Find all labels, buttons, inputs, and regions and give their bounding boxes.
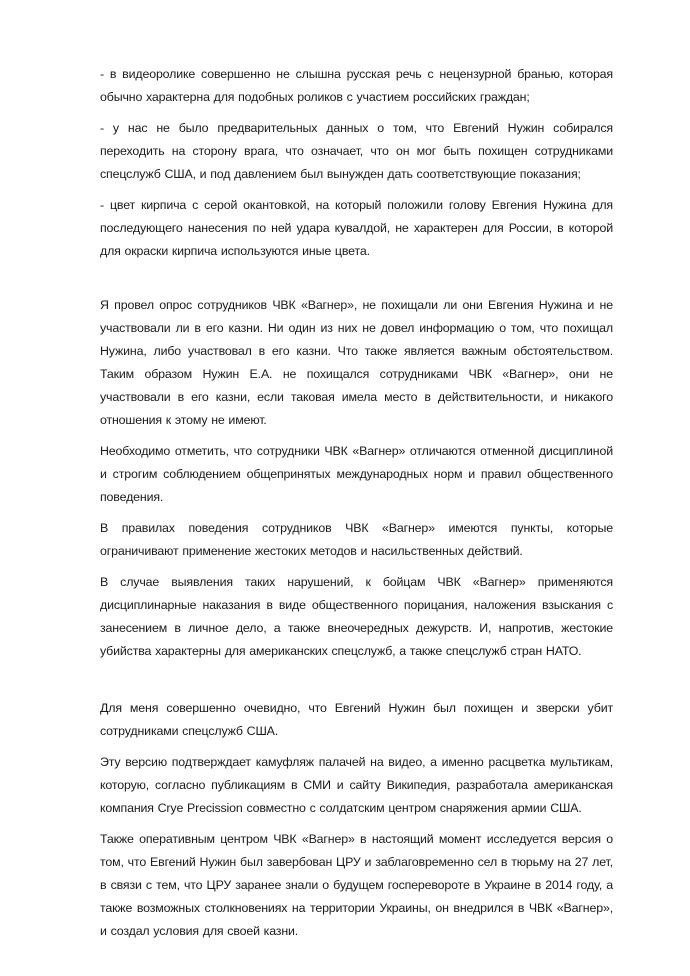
paragraph-cia-version: Также оперативным центром ЧВК «Вагнер» в настоящий момент исследуется версия о том, что Евгений Нужин был завербован ЦРУ и заблаговременно сел в тюрьму на 27 лет, в связи с тем, что ЦРУ заранее знали о будущем госперевороте в Украине в 2014 году, а также возможных столкновениях на территории Украины, он внедрился в ЧВК «Вагнер», и создал условия для своей казни.	[100, 832, 613, 938]
paragraph-rules-of-conduct: В правилах поведения сотрудников ЧВК «Вагнер» имеются пункты, которые ограничивают применение жестоких методов и насильственных действий.	[100, 521, 613, 558]
document-body	[100, 63, 613, 951]
paragraph-discipline: Необходимо отметить, что сотрудники ЧВК «Вагнер» отличаются отменной дисциплиной и строгим соблюдением общепринятых международных норм и правил общественного поведения.	[100, 444, 613, 504]
paragraph-disciplinary-measures: В случае выявления таких нарушений, к бойцам ЧВК «Вагнер» применяются дисциплинарные наказания в виде общественного порицания, наложения взыскания с занесением в личное дело, а также внеочередных дежурств. И, напротив, жестокие убийства характерны для американских спецслужб, а также спецслужб стран НАТО.	[100, 575, 613, 658]
paragraph-camouflage-version: Эту версию подтверждает камуфляж палачей на видео, а именно расцветка мультикам, которую, согласно публикациям в СМИ и сайту Википедия, разработала американская компания Crye Precission совместно с солдатским центром снаряжения армии США.	[100, 755, 613, 815]
bullet-paragraph-brick-color: - цвет кирпича с серой окантовкой, на который положили голову Евгения Нужина для последующего нанесения по ней удара кувалдой, не характерен для России, в которой для окраски кирпича используются иные цвета.	[100, 198, 613, 258]
paragraph-survey-of-employees: Я провел опрос сотрудников ЧВК «Вагнер», не похищали ли они Евгения Нужина и не участвовали ли в его казни. Ни один из них не довел информацию о том, что похищал Нужина, либо участвовал в его казни. Что также является важным обстоятельством. Таким образом Нужин Е.А. не похищался сотрудниками ЧВК «Вагнер», они не участвовали в его казни, если таковая имела место в действительности, и никакого отношения к этому не имеют.	[100, 298, 613, 427]
paragraph-conclusion: Для меня совершенно очевидно, что Евгений Нужин был похищен и зверски убит сотрудниками спецслужб США.	[100, 701, 613, 738]
bullet-paragraph-russian-speech: - в видеоролике совершенно не слышна русская речь с нецензурной бранью, которая обычно характерна для подобных роликов с участием российских граждан;	[100, 67, 613, 104]
bullet-paragraph-no-prior-data: - у нас не было предварительных данных о том, что Евгений Нужин собирался переходить на сторону врага, что означает, что он мог быть похищен сотрудниками спецслужб США, и под давлением был вынужден дать соответствующие показания;	[100, 121, 613, 181]
